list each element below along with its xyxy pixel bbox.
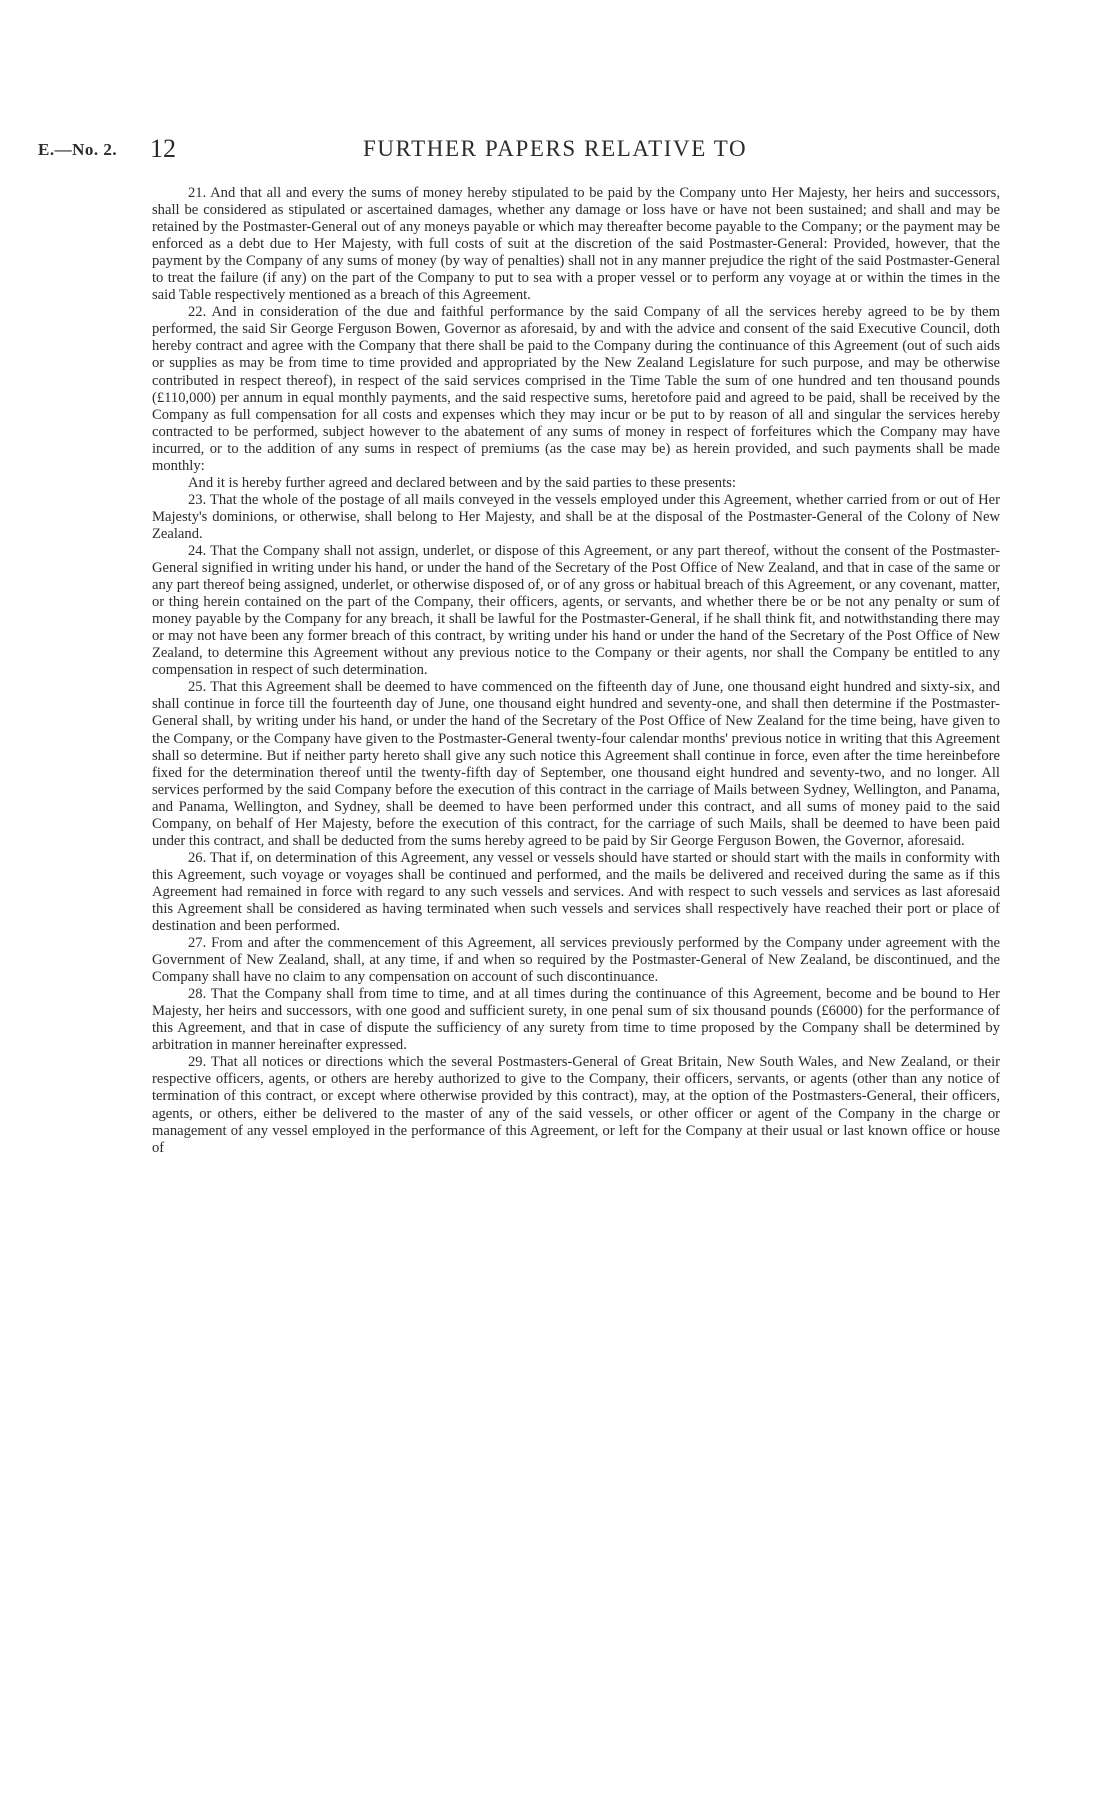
page-number: 12 <box>150 134 176 163</box>
paragraph-22: 22. And in consideration of the due and faithful performance by the said Company of all the services hereby agreed to be by them performed, the said Sir George Ferguson Bowen, Governor as aforesaid, by and with the advice and consent of the said Executive Council, doth hereby contract and agree with the Company that there shall be paid to the Company during the continuance of this Agreement (out of such aids or supplies as may be from time to time provided and appropriated by the New Zealand Legislature for such purpose, and may be otherwise contributed in respect thereof), in respect of the said services comprised in the Time Table the sum of one hundred and ten thousand pounds (£110,000) per annum in equal monthly payments, and the said respective sums, heretofore paid and agreed to be paid, shall be received by the Company as full compensation for all costs and expenses which they may incur or be put to by reason of all and singular the services hereby contracted to be performed, subject however to the abatement of any sums of money in respect of forfeitures which the Company may have incurred, or to the addition of any sums in respect of premiums (as the case may be) as herein provided, and such payments shall be made monthly: <box>152 304 1000 474</box>
paragraph-23: 23. That the whole of the postage of all mails conveyed in the vessels employed under this Agreement, whether carried from or out of Her Majesty's dominions, or otherwise, shall belong to Her Majesty, and shall be at the disposal of the Postmaster-General of the Colony of New Zealand. <box>152 491 1000 542</box>
running-title: FURTHER PAPERS RELATIVE TO <box>363 136 748 161</box>
paragraph-28: 28. That the Company shall from time to time, and at all times during the continuance of this Agreement, become and be bound to Her Majesty, her heirs and successors, with one good and sufficient surety, in one penal sum of six thousand pounds (£6000) for the performance of this Agreement, and that in case of dispute the sufficiency of any surety from time to time proposed by the Company shall be determined by arbitration in manner hereinafter expressed. <box>152 986 1000 1054</box>
paragraph-24: 24. That the Company shall not assign, underlet, or dispose of this Agreement, or any part thereof, without the consent of the Postmaster-General signified in writing under his hand, or under the hand of the Secretary of the Post Office of New Zealand, and that in case of the same or any part thereof being assigned, underlet, or otherwise disposed of, or of any gross or habitual breach of this Agreement, or any covenant, matter, or thing herein contained on the part of the Company, their officers, agents, or servants, and whether there be or be not any penalty or sum of money payable by the Company for any breach, it shall be lawful for the Postmaster-General, if he shall think fit, and notwithstanding there may or may not have been any former breach of this contract, by writing under his hand or under the hand of the Secretary of the Post Office of New Zealand, to determine this Agreement without any previous notice to the Company or their agents, nor shall the Company be entitled to any compensation in respect of such determination. <box>152 542 1000 679</box>
series-reference: E.—No. 2. <box>38 140 118 159</box>
paragraph-27: 27. From and after the commencement of this Agreement, all services previously performed by the Company under agreement with the Government of New Zealand, shall, at any time, if and when so required by the Postmaster-General of New Zealand, be discontinued, and the Company shall have no claim to any compensation on account of such discontinuance. <box>152 935 1000 986</box>
body-text <box>152 185 1000 1157</box>
paragraph-further-agreed: And it is hereby further agreed and declared between and by the said parties to these presents: <box>188 474 736 491</box>
paragraph-25: 25. That this Agreement shall be deemed to have commenced on the fifteenth day of June, one thousand eight hundred and sixty-six, and shall continue in force till the fourteenth day of June, one thousand eight hundred and seventy-one, and shall then determine if the Postmaster-General shall, by writing under his hand, or under the hand of the Secretary of the Post Office of New Zealand for the time being, have given to the Company, or the Company have given to the Postmaster-General twenty-four calendar months' previous notice in writing that this Agreement shall so determine. But if neither party hereto shall give any such notice this Agreement shall continue in force, even after the time hereinbefore fixed for the determination thereof until the twenty-fifth day of September, one thousand eight hundred and seventy-two, and no longer. All services performed by the said Company before the execution of this contract in the carriage of Mails between Sydney, Wellington, and Panama, and Panama, Wellington, and Sydney, shall be deemed to have been performed under this contract, and all sums of money paid to the said Company, on behalf of Her Majesty, before the execution of this contract, for the carriage of such Mails, shall be deemed to have been paid under this contract, and shall be deducted from the sums hereby agreed to be paid by Sir George Ferguson Bowen, the Governor, aforesaid. <box>152 679 1000 849</box>
paragraph-21: 21. And that all and every the sums of money hereby stipulated to be paid by the Company unto Her Majesty, her heirs and successors, shall be considered as stipulated or ascertained damages, whether any damage or loss have or have not been sustained; and shall and may be retained by the Postmaster-General out of any moneys payable or which may thereafter become payable to the Company; or the payment may be enforced as a debt due to Her Majesty, with full costs of suit at the discretion of the said Postmaster-General: Provided, however, that the payment by the Company of any sums of money (by way of penalties) shall not in any manner prejudice the right of the said Postmaster-General to treat the failure (if any) on the part of the Company to put to sea with a proper vessel or to perform any voyage at or within the times in the said Table respectively mentioned as a breach of this Agreement. <box>152 185 1000 304</box>
paragraph-26: 26. That if, on determination of this Agreement, any vessel or vessels should have started or should start with the mails in conformity with this Agreement, such voyage or voyages shall be continued and performed, and the mails be delivered and received during the same as if this Agreement had remained in force with regard to any such vessels and services. And with respect to such vessels and services as last aforesaid this Agreement shall be considered as having terminated when such vessels and services shall respectively have reached their port or place of destination and been performed. <box>152 849 1000 935</box>
page-header <box>38 134 1038 168</box>
paragraph-29: 29. That all notices or directions which the several Postmasters-General of Great Britain, New South Wales, and New Zealand, or their respective officers, agents, or others are hereby authorized to give to the Company, their officers, servants, or agents (other than any notice of termination of this contract, or except where otherwise provided by this contract), may, at the option of the Postmasters-General, their officers, agents, or others, either be delivered to the master of any of the said vessels, or other officer or agent of the Company in the charge or management of any vessel employed in the performance of this Agreement, or left for the Company at their usual or last known office or house of <box>152 1054 1000 1156</box>
